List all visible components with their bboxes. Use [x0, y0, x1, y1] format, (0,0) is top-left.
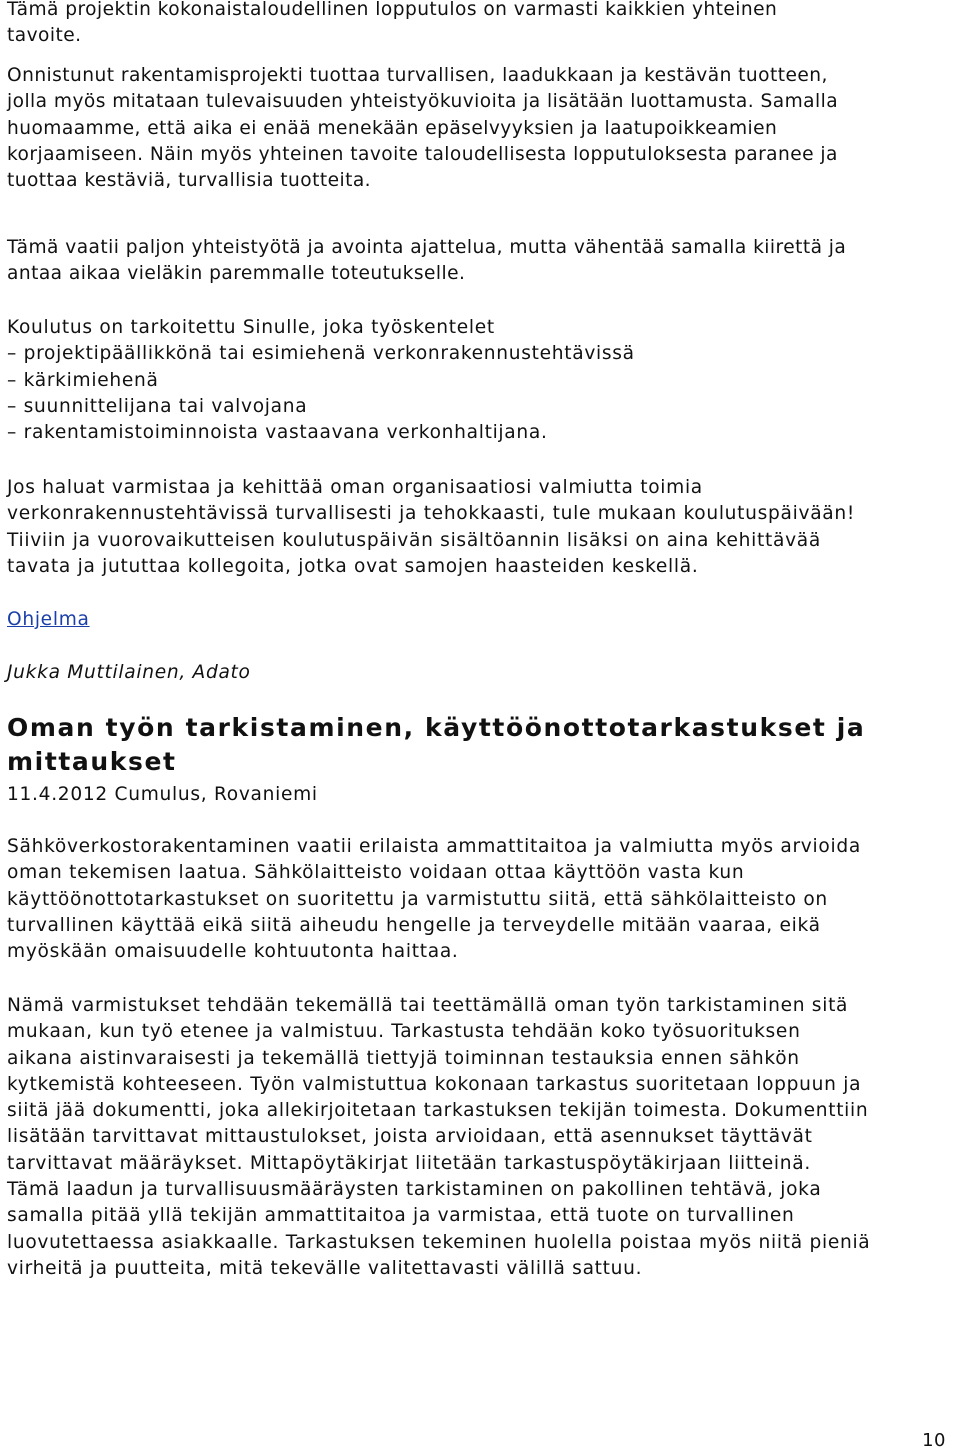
page-number: 10: [922, 1430, 946, 1451]
text-line: kytkemistä kohteeseen. Työn valmistuttua kokonaan tarkastus suoritetaan loppuun ja: [7, 1073, 862, 1095]
paragraph-project-success: [7, 63, 838, 194]
section-title-line: Oman työn tarkistaminen, käyttöönottotarkastukset ja: [7, 713, 866, 742]
text-line: luovutettaessa asiakkaalle. Tarkastuksen tekeminen huolella poistaa myös niitä pieniä: [7, 1231, 871, 1253]
paragraph-invitation: [7, 475, 855, 580]
text-line: Tämä vaatii paljon yhteistyötä ja avointa ajattelua, mutta vähentää samalla kiirettä ja: [7, 237, 847, 258]
intro-paragraph: [7, 0, 777, 50]
text-line: jolla myös mitataan tulevaisuuden yhteistyökuvioita ja lisätään luottamusta. Samalla: [7, 91, 839, 113]
text-line: siitä jää dokumentti, joka allekirjoitetaan tarkastuksen tekijän toimesta. Dokumenttiin: [7, 1100, 869, 1122]
program-link[interactable]: Ohjelma: [7, 609, 90, 630]
list-item: – projektipäällikkönä tai esimiehenä verkonrakennustehtävissä: [7, 343, 635, 365]
text-line: aikana aistinvaraisesti ja tekemällä tiettyjä toiminnan testauksia ennen sähkön: [7, 1047, 800, 1069]
text-line: Jos haluat varmistaa ja kehittää oman organisaatiosi valmiutta toimia: [7, 477, 703, 498]
text-line: oman tekemisen laatua. Sähkölaitteisto voidaan ottaa käyttöön vasta kun: [7, 862, 745, 884]
paragraph-cooperation: [7, 235, 846, 288]
text-line: tavata ja jututtaa kollegoita, jotka ovat samojen haasteiden keskellä.: [7, 555, 699, 577]
text-line: Nämä varmistukset tehdään tekemällä tai teettämällä oman työn tarkistaminen sitä: [7, 995, 849, 1016]
program-link-row: [7, 607, 90, 633]
text-line: tavoite.: [7, 25, 82, 47]
author-line: Jukka Muttilainen, Adato: [7, 662, 251, 683]
text-line: käyttöönottotarkastukset on suoritettu ja varmistuttu siitä, että sähkölaitteisto on: [7, 888, 828, 910]
text-line: tuottaa kestäviä, turvallisia tuotteita.: [7, 170, 372, 192]
section-title-line: mittaukset: [7, 747, 177, 776]
paragraph-audience: [7, 315, 635, 446]
list-item: – suunnittelijana tai valvojana: [7, 395, 308, 417]
text-line: virheitä ja puutteita, mitä tekevälle valitettavasti välillä sattuu.: [7, 1257, 643, 1279]
text-line: Tämä projektin kokonaistaloudellinen lopputulos on varmasti kaikkien yhteinen: [7, 0, 778, 20]
text-line: lisätään tarvittavat mittaustulokset, joista arvioidaan, että asennukset täyttävät: [7, 1126, 813, 1148]
paragraph-inspections: [7, 993, 870, 1282]
paragraph-electrical-network: [7, 834, 861, 965]
section-title: [7, 711, 865, 779]
text-line: Sähköverkostorakentaminen vaatii erilaista ammattitaitoa ja valmiutta myös arvioida: [7, 836, 861, 857]
list-item: – rakentamistoiminnoista vastaavana verkonhaltijana.: [7, 422, 548, 444]
text-line: huomaamme, että aika ei enää menekään epäselvyyksien ja laatupoikkeamien: [7, 117, 778, 139]
date-place: 11.4.2012 Cumulus, Rovaniemi: [7, 784, 318, 805]
text-line: tarvittavat määräykset. Mittapöytäkirjat liitetään tarkastuspöytäkirjaan liitteinä.: [7, 1152, 811, 1174]
list-item: – kärkimiehenä: [7, 369, 159, 391]
text-line: myöskään omaisuudelle kohtuutonta haittaa.: [7, 941, 459, 963]
text-line: turvallinen käyttää eikä siitä aiheudu hengelle ja terveydelle mitään vaaraa, eikä: [7, 914, 821, 936]
text-line: samalla pitää yllä tekijän ammattitaitoa ja varmistaa, että tuote on turvallinen: [7, 1205, 795, 1227]
text-line: verkonrakennustehtävissä turvallisesti ja tehokkaasti, tule mukaan koulutuspäivään!: [7, 503, 856, 525]
text-line: Tämä laadun ja turvallisuusmääräysten tarkistaminen on pakollinen tehtävä, joka: [7, 1179, 822, 1201]
text-line: Koulutus on tarkoitettu Sinulle, joka työskentelet: [7, 317, 495, 338]
text-line: mukaan, kun työ etenee ja valmistuu. Tarkastusta tehdään koko työsuorituksen: [7, 1021, 801, 1043]
text-line: Onnistunut rakentamisprojekti tuottaa turvallisen, laadukkaan ja kestävän tuotteen,: [7, 65, 828, 86]
text-line: korjaamiseen. Näin myös yhteinen tavoite taloudellisesta lopputuloksesta paranee ja: [7, 143, 838, 165]
text-line: antaa aikaa vieläkin paremmalle toteutukselle.: [7, 263, 466, 285]
text-line: Tiiviin ja vuorovaikutteisen koulutuspäivän sisältöannin lisäksi on aina kehittävää: [7, 529, 821, 551]
